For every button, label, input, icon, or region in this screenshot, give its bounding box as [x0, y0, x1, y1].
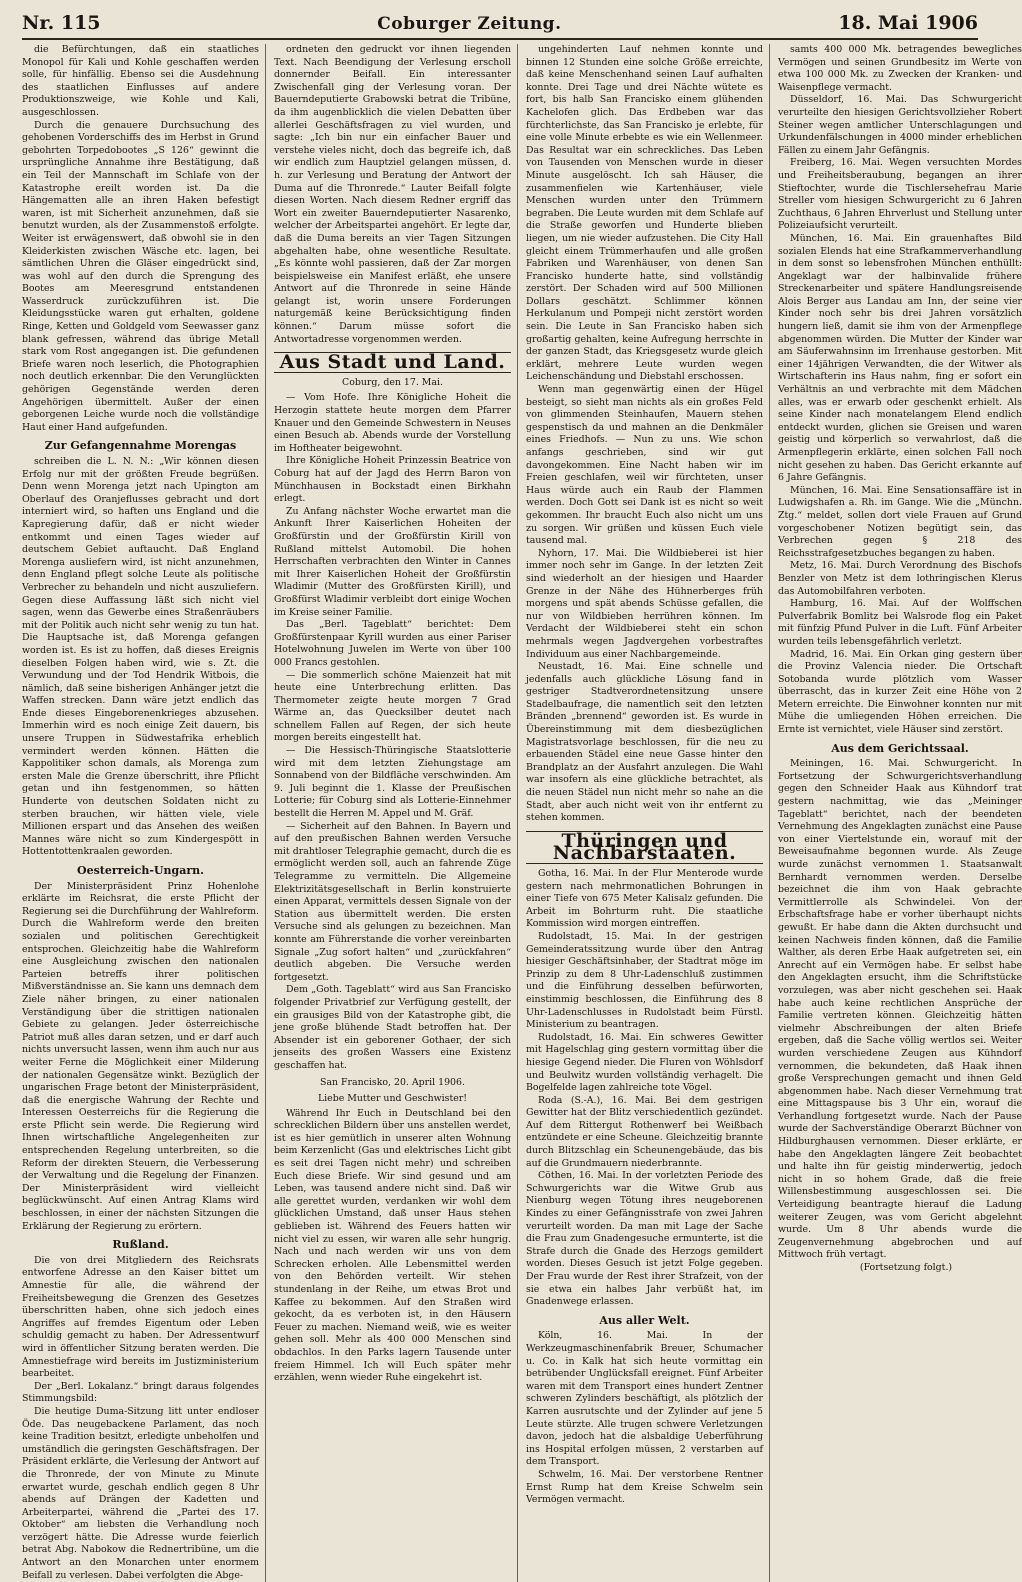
- article-paragraph: Der Ministerpräsident Prinz Hohenlohe erklärte im Reichsrat, die erste Pflicht der Regierung sei die Durchführung der Wahlreform. Durch die Wahlreform werde den breiten sozialen und politischen Gerechtigkeit entsprochen. Gleichzeitig habe die Wahlreform eine Ausgleichung zwischen den nationalen Parteien betreffs ihrer politischen Mißverständnisse an. Sie kann uns demnach dem Ziele näher bringen, zu einer nationalen Verständigung über die strittigen nationalen Gebiete zu gelangen. Jeder österreichische Patriot muß alles daran setzen, und er darf auch nichts unversucht lassen, wenn ihm auch nur aus weiter Ferne die Möglichkeit einer Milderung der nationalen Gegensätze winkt. Bezüglich der ungarischen Frage betont der Ministerpräsident, daß die energische Wahrung der Rechte und Interessen Oesterreichs für die Regierung die erste Pflicht sein werde. Die Regierung wird Ihnen wirtschaftliche Angelegenheiten zur entsprechenden Regelung unterbreiten, so die Reform der direkten Steuern, die Verbesserung der Verwaltung und die Regelung der Finanzen. Der Ministerpräsident wird vielleicht beglückwünscht. Auf einen Antrag Klams wird beschlossen, in einer der nächsten Sitzungen die Erklärung der Regierung zu erörtern.: [22, 880, 259, 1232]
- article-paragraph: Schwelm, 16. Mai. Der verstorbene Rentner Ernst Rump hat dem Kreise Schwelm sein Vermögen vermacht.: [526, 1468, 763, 1506]
- article-paragraph: Während Ihr Euch in Deutschland bei den schrecklichen Bildern über uns anstellen werdet, ist es hier gemütlich in unserer alten Wohnung beim Kerzenlicht (Gas und elektrisches Licht gibt es seit drei Tagen nicht mehr) und schreiben Euch diese Briefe. Wir sind gesund und am Leben, was tausend andere nicht sind. Daß wir alle gerettet wurden, verdanken wir wohl dem glücklichen Umstand, daß unser Haus stehen geblieben ist. Während des Feuers hatten wir nicht viel zu essen, wir waren alle sehr hungrig. Nach und nach werden wir uns von dem Schrecken erholen. Alle Lebensmittel werden von den Behörden verteilt. Wir stehen stundenlang in der Reihe, um etwas Brot und Kaffee zu bekommen. Auf den Straßen wird gekocht, da es verboten ist, in den Häusern Feuer zu machen. Niemand weiß, wie es weiter gehen soll. Mehr als 400 000 Menschen sind obdachlos. In den Parks lagern Tausende unter freiem Himmel. Ich will Euch später mehr erzählen, wenn wieder Ruhe eingekehrt ist.: [274, 1107, 511, 1384]
- article-paragraph: Meiningen, 16. Mai. Schwurgericht. In Fortsetzung der Schwurgerichtsverhandlung gegen den Schneider Haak aus Kühndorf trat gestern nachmittag, wie das „Meininger Tageblatt“ berichtet, nach der beendeten Vernehmung des Angeklagten zunächst eine Pause von einer Viertelstunde ein, worauf mit der Beweisaufnahme begonnen wurde. Als Zeuge wurde zunächst vernommen 1. Staatsanwalt Bernhardt vernommen werden. Derselbe bezeichnet die ihm von Haak gebrachte Vermittlerrolle als Schwindelei. Von der Erbschaftsfrage habe er vorher überhaupt nichts gewußt. Er habe dann die Akten durchsucht und keinen Nachweis finden können, daß die Familie Walther, als deren Erbe Haak aufgetreten sei, ein Anrecht auf ein Vermögen habe. Er selbst habe den Angeklagten ersucht, ihm die Schriftstücke vorzulegen, was aber nicht geschehen sei. Haak habe auch keine rechtlichen Ansprüche der Familie vertreten können. Gleichzeitig hätten vielmehr Abschreibungen der alten Briefe ergeben, daß die Sache völlig wertlos sei. Weiter wurden verschiedene Zeugen aus Kühndorf vernommen, die bekundeten, daß Haak ihnen große Versprechungen gemacht und ihnen Geld abgenommen habe. Nach dieser Vernehmung trat eine Mittagspause bis 3 Uhr ein, worauf die Verhandlung fortgesetzt wurde. Nach der Pause wurde der Sachverständige Oberarzt Büchner von Hildburghausen vernommen. Dieser erklärte, er habe den Angeklagten längere Zeit beobachtet und halte ihn für geistig minderwertig, jedoch nicht in so hohem Grade, daß die freie Willensbestimmung ausgeschlossen sei. Die Verteidigung beantragte hierauf die Ladung weiterer Zeugen, was vom Gericht abgelehnt wurde. Um 8 Uhr abends wurde die Zeugenvernehmung abgebrochen und auf Mittwoch früh vertagt.: [778, 758, 1022, 1261]
- article-paragraph: Ihre Königliche Hoheit Prinzessin Beatrice von Coburg hat auf der Jagd des Herrn Baron von Münchhausen in Bockstadt einen Birkhahn erlegt.: [274, 455, 511, 505]
- newspaper-title: Coburger Zeitung.: [377, 14, 562, 34]
- article-paragraph: Die von drei Mitgliedern des Reichsrats entworfene Adresse an den Kaiser bittet um Amnestie für alle, die während der Freiheitsbewegung die Grenzen des Gesetzes überschritten haben, ohne sich jedoch eines Angriffes auf fremdes Eigentum oder Leben schuldig gemacht zu haben. Der Adressentwurf wird in öffentlicher Sitzung beraten werden. Die Amnestiefrage wird bereits im Justizministerium bearbeitet.: [22, 1254, 259, 1380]
- column-4: [778, 44, 1022, 1582]
- article-paragraph: Metz, 16. Mai. Durch Verordnung des Bischofs Benzler von Metz ist dem lothringischen Klerus das Automobilfahren verboten.: [778, 560, 1022, 597]
- letter-salutation: Liebe Mutter und Geschwister!: [317, 1093, 468, 1105]
- article-paragraph: Hamburg, 16. Mai. Auf der Wolffschen Pulverfabrik Bomlitz bei Walsrode flog ein Paket mit fünfzig Pfund Pulver in die Luft. Fünf Arbeiter wurden teils lebensgefährlich verletzt.: [778, 598, 1022, 647]
- letter-dateline: San Francisko, 20. April 1906.: [320, 1076, 465, 1088]
- article-paragraph: samts 400 000 Mk. betragendes bewegliches Vermögen und seinen Grundbesitz im Werte von etwa 100 000 Mk. zu Zwecken der Kranken- und Waisenpflege vermacht.: [778, 44, 1022, 93]
- article-paragraph: Zu Anfang nächster Woche erwartet man die Ankunft Ihrer Kaiserlichen Hoheiten der Großfürstin und der Großfürstin Kirill von Rußland mittelst Automobil. Die hohen Herrschaften verbrachten den Winter in Cannes mit Ihrer Kaiserlichen Hoheit der Großfürstin Wladimir (Mutter des Großfürsten Kirill), und Großfürst Wladimir verbleibt dort einige Wochen im Kreise seiner Familie.: [274, 505, 511, 618]
- text-columns: [22, 44, 1022, 1581]
- section-heading: Aus dem Gerichtssaal.: [831, 741, 969, 755]
- masthead-rule: [22, 38, 978, 40]
- article-paragraph: Wenn man gegenwärtig einen der Hügel besteigt, so sieht man nichts als ein großes Feld von glimmenden Steinhaufen, Mauern stehen gespenstisch da und mahnen an die Denkmäler eines Friedhofs. — Nun zu uns. Wie schon anfangs geschrieben, sind wir gut davongekommen. Eine Nacht haben wir im Freien geschlafen, weil wir fürchteten, unser Haus würde auch ein Raub der Flammen werden. Doch Gott sei Dank ist es nicht so weit gekommen. Ihr braucht Euch also nicht um uns zu sorgen. Wir grüßen und küssen Euch viele tausend mal.: [526, 384, 763, 547]
- column-3: [526, 44, 770, 1582]
- section-heading: Zur Gefangennahme Morengas: [44, 439, 237, 453]
- article-paragraph: Dem „Goth. Tageblatt“ wird aus San Francisko folgender Privatbrief zur Verfügung gestellt, der ein grausiges Bild von der Katastrophe gibt, die jene große blühende Stadt betroffen hat. Der Absender ist ein geborener Gothaer, der sich jenseits des großen Wassers eine Existenz geschaffen hat.: [274, 984, 511, 1071]
- article-paragraph: Roda (S.-A.), 16. Mai. Bei dem gestrigen Gewitter hat der Blitz verschiedentlich gezündet. Auf dem Rittergut Rothenwerf bei Weißbach entzündete er eine Scheune. Gleichzeitig brannte durch Blitzschlag ein Scheunengebäude, das bis auf die Grundmauern niederbrannte.: [526, 1094, 763, 1169]
- section-heading: Rußland.: [112, 1238, 169, 1252]
- masthead: [22, 12, 978, 34]
- article-paragraph: Nyhorn, 17. Mai. Die Wildbieberei ist hier immer noch sehr im Gange. In der letzten Zeit sind wiederholt an der hiesigen und Haarder Grenze in der Nähe des Hühnerberges früh morgens und spät abends Schüsse gefallen, die nur von Wildbieben herrühren können. Im Verdacht der Wildbieberei steht ein schon mehrmals wegen Jagdvergehen vorbestraftes Individuum aus einer Nachbargemeinde.: [526, 547, 763, 660]
- article-paragraph: Die heutige Duma-Sitzung litt unter endloser Öde. Das neugebackene Parlament, das noch keine Tradition besitzt, erledigte unbeholfen und umständlich die geringsten Geschäftsfragen. Der Präsident erklärte, die Verlesung der Antwort auf die Thronrede, der von Minute zu Minute erwartet wurde, geschah endlich gegen 8 Uhr abends auf Drängen der Kadetten und Arbeiterpartei, während die „Partei des 17. Oktober“ am liebsten die Verhandlung noch verzögert hätte. Die Adresse wurde feierlich betrat Abg. Nabokow die Rednertribüne, um die Antwort an den Monarchen unter enormem Beifall zu verlesen. Dabei verfolgten die Abge-: [22, 1405, 259, 1581]
- article-paragraph: München, 16. Mai. Eine Sensationsaffäre ist in Ludwigshafen a. Rh. im Gange. Wie die „Münchn. Ztg.“ meldet, sollen dort viele Frauen auf Grund vorgeschobener Notizen begütigt sein, das Verbrechen gegen § 218 des Reichsstrafgesetzbuches begangen zu haben.: [778, 484, 1022, 559]
- column-1: [22, 44, 266, 1582]
- column-2: [274, 44, 518, 1582]
- article-paragraph: Köln, 16. Mai. In der Werkzeugmaschinenfabrik Breuer, Schumacher u. Co. in Kalk hat sich heute vormittag ein betrübender Unglücksfall ereignet. Fünf Arbeiter waren mit dem Transport eines hundert Zentner schweren Zylinders beschäftigt, als plötzlich der Karren ausrutschte und der Zylinder auf jene 5 Leute stürzte. Alle trugen schwere Verletzungen davon, jedoch hat die alsbaldige Ueberführung ins Hospital erfolgen müssen, 2 verstarben auf dem Transport.: [526, 1330, 763, 1468]
- article-paragraph: die Befürchtungen, daß ein staatliches Monopol für Kali und Kohle geschaffen werden solle, für hinfällig. Ebenso sei die Ausdehnung des staatlichen Einflusses auf andere Produktionszweige, wie Kohle und Kali, ausgeschlossen.: [22, 44, 259, 118]
- issue-number: Nr. 115: [22, 12, 101, 34]
- article-paragraph: Cöthen, 16. Mai. In der vorletzten Periode des Schwurgerichts war die Witwe Grub aus Nienburg wegen Tötung ihres neugeborenen Kindes zu einer Gefängnisstrafe von zwei Jahren verurteilt worden. Da man mit Lage der Sache die Frau zum Gnadengesuche ermunterte, ist die Strafe durch die Gnade des Herzogs gemildert worden. Dieses Gesuch ist jetzt Folge gegeben. Der Frau wurde der Rest ihrer Strafzeit, von der sie etwa ein halbes Jahr verbüßt hat, im Gnadenwege erlassen.: [526, 1170, 763, 1308]
- continuation-note: (Fortsetzung folgt.): [859, 1262, 953, 1273]
- article-paragraph: Rudolstadt, 16. Mai. Ein schweres Gewitter mit Hagelschlag ging gestern vormittag über die hiesige Gegend nieder. Die Fluren von Wöhlsdorf und Beulwitz wurden vollständig verhagelt. Die Bogelfelde lagen zahlreiche tote Vögel.: [526, 1031, 763, 1094]
- article-paragraph: — Die sommerlich schöne Maienzeit hat mit heute eine Unterbrechung erlitten. Das Thermometer zeigte heute morgen 7 Grad Wärme an, das Quecksilber deutet nach schnellem Fallen auf Regen, der sich heute morgen bereits eingestellt hat.: [274, 669, 511, 744]
- article-paragraph: Der „Berl. Lokalanz.“ bringt daraus folgendes Stimmungsbild:: [22, 1380, 259, 1405]
- article-paragraph: ordneten den gedruckt vor ihnen liegenden Text. Nach Beendigung der Verlesung erscholl donnernder Beifall. Ein interessanter Zwischenfall ging der Verlesung voran. Der Bauerndeputierte Grabowski betrat die Tribüne, da ihm augenblicklich die vielen Debatten über allerlei Geschäftsfragen zu viel wurden, und sagte: „Ich bin nur ein einfacher Bauer und verstehe vieles nicht, doch das begreife ich, daß wir endlich zum Hauptziel gelangen müssen, d. h. zur Verlesung und Beratung der Antwort der Duma auf die Thronrede.“ Lauter Beifall folgte diesen Worten. Nach diesem Redner ergriff das Wort ein zweiter Bauerndeputierter Nasarenko, welcher der Arbeitspartei angehört. Er legte dar, daß die Duma bereits an vier Tagen Sitzungen abgehalten habe, ohne wesentliche Resultate. „Es könnte wohl passieren, daß der Zar morgen beispielsweise ein Manifest erläßt, ehe unsere Antwort auf die Thronrede in seine Hände gelangt ist, worin unsere Forderungen naturgemäß keine Berücksichtigung finden können.“ Darum müsse sofort die Antwortadresse vorgenommen werden.: [274, 44, 511, 345]
- article-paragraph: Freiberg, 16. Mai. Wegen versuchten Mordes und Freiheitsberaubung, begangen an ihrer Stieftochter, wurde die Tischlersehefrau Marie Streller vom hiesigen Schwurgericht zu 6 Jahren Zuchthaus, 6 Jahren Ehrverlust und Stellung unter Polizeiaufsicht verurteilt.: [778, 157, 1022, 232]
- section-heading: Oesterreich-Ungarn.: [77, 864, 204, 877]
- article-paragraph: München, 16. Mai. Ein grauenhaftes Bild sozialen Elends hat eine Strafkammerverhandlung in dem sonst so lebensfrohen München enthüllt: Angeklagt war der halbinvalide frühere Streckenarbeiter und spätere Handlungsreisende Alois Berger aus Landau am Inn, der seine vier Kinder noch sehr bis drei Jahren vorsätzlich hungern ließ, damit sie ihm von der Armenpflege abgenommen würden. Die Mutter der Kinder war am Säuferwahnsinn im Irrenhause gestorben. Mit einer 14jährigen Verwandten, die der Witwer als Wirtschafterin ins Haus nahm, fing er sofort ein Verhältnis an und verbrachte mit dem Mädchen alles, was er erwarb oder geschenkt erhielt. Als seine Kinder nach monatelangem Elend endlich entdeckt wurden, glichen sie Greisen und waren geistig und körperlich so verwahrlost, daß die Armenpflegerin erklärte, einen solchen Fall noch nicht gesehen zu haben. Das Gericht erkannte auf 6 Jahre Gefängnis.: [778, 232, 1022, 484]
- article-paragraph: Gotha, 16. Mai. In der Flur Menterode wurde gestern nach mehrmonatlichen Bohrungen in einer Tiefe von 675 Meter Kalisalz gefunden. Die Arbeit im Bohrturm ruht. Die staatliche Kommission wird morgen eintreffen.: [526, 868, 763, 930]
- article-paragraph: — Sicherheit auf den Bahnen. In Bayern und auf den preußischen Bahnen werden Versuche mit drahtloser Telegraphie gemacht, durch die es ermöglicht werden soll, auch an fahrende Züge Telegramme zu vermitteln. Die Allgemeine Elektrizitätsgesellschaft in Berlin konstruierte einen Apparat, vermittels dessen Signale von der Station aus übermittelt werden. Die ersten Versuche sind als gelungen zu bezeichnen. Man konnte am Führerstande die vorher vereinbarten Signale „Zug sofort halten“ und „zurückfahren“ deutlich abgeben. Die Versuche werden fortgesetzt.: [274, 820, 511, 983]
- section-title: Aus Stadt und Land.: [274, 352, 511, 373]
- article-paragraph: Rudolstadt, 15. Mai. In der gestrigen Gemeinderatssitzung wurde über den Antrag hiesiger Geschäftsinhaber, der Stadtrat möge im Prinzip zu dem 8 Uhr-Ladenschluß zustimmen und die Einführung desselben befürworten, einstimmig beschlossen, die Einführung des 8 Uhr-Ladenschlusses in Rudolstadt beim Fürstl. Ministerium zu beantragen.: [526, 930, 763, 1031]
- article-paragraph: — Vom Hofe. Ihre Königliche Hoheit die Herzogin stattete heute morgen dem Pfarrer Knauer und den Gemeinde Schwestern in Neuses einen Besuch ab. Abends wurde der Vorstellung im Hoftheater beigewohnt.: [274, 392, 511, 454]
- article-paragraph: Madrid, 16. Mai. Ein Orkan ging gestern über die Provinz Valencia nieder. Die Ortschaft Sotobanda wurde plötzlich vom Wasser überrascht, das in kurzer Zeit eine Höhe von 2 Metern erreichte. Die Einwohner konnten nur mit Mühe die umliegenden Höhen erreichen. Die Ernte ist vernichtet, viele Häuser sind zerstört.: [778, 648, 1022, 736]
- dateline: Coburg, den 17. Mai.: [342, 376, 443, 388]
- article-paragraph: Durch die genauere Durchsuchung des gehobenen Vorderschiffs des im Herbst in Grund gebohrten Torpedobootes „S 126“ gewinnt die ursprüngliche Annahme ihre Bestätigung, daß ein Teil der Mannschaft im Schlafe von der Katastrophe ereilt worden ist. Da die Hängematten alle an ihren Haken befestigt waren, ist mit Sicherheit anzunehmen, daß sie benutzt wurden, als der Zusammenstoß erfolgte. Weiter ist erwägenswert, daß obwohl sie in den Kleiderkisten zwischen Wäsche etc. lagen, bei sämtlichen Uhren die Gläser eingedrückt sind, was wohl auf den durch die Sprengung des Bootes am Meeresgrund entstandenen Wasserdruck zurückzuführen ist. Die Kleidungsstücke waren gut erhalten, goldene Ringe, Ketten und Goldgeld vom Seewasser ganz blank gefressen, während das übrige Metall stark vom Rost angegangen ist. Die gefundenen Briefe waren noch leserlich, die Photographien noch deutlich erkennbar. Die den Verunglückten gehörigen Gegenstände werden deren Angehörigen übermittelt. Außer der einen geborgenen Leiche wurde noch die vollständige Haut einer Hand aufgefunden.: [22, 119, 259, 433]
- article-paragraph: schreiben die L. N. N.: „Wir können diesen Erfolg nur mit der größten Freude begrüßen. Denn wenn Morenga jetzt nach Upington am Oberlauf des Oranjeflusses gebracht und dort interniert wird, so haften uns England und die Kapregierung dafür, daß er nicht wieder entkommt und einen Tages wieder auf deutschem Gebiet auftaucht. Daß England Morenga ausliefern wird, ist nicht anzunehmen, denn England pflegt solche Leute als politische Verbrecher zu behandeln und nicht auszuliefern. Gegen diese Auffassung läßt sich nicht viel sagen, wenn das Gewerbe eines Straßenräubers mit der Politik auch nicht sehr wenig zu tun hat. Die Hauptsache ist, daß Morenga gefangen worden ist. Es ist zu hoffen, daß dieses Ereignis dieselben Folgen haben wird, wie s. Zt. die Verwundung und der Tod Hendrik Witbois, die nämlich, daß seine bisherigen Anhänger jetzt die Waffen strecken. Dann wäre jetzt endlich das Ende dieses Eingeborenenkrieges abzusehen. Immerhin wird es noch einige Zeit dauern, bis unsere Truppen in Südwestafrika erheblich vermindert werden können. Hätten die Kappolitiker schon damals, als Morenga zum ersten Male die Grenze überschritt, ihre Pflicht getan und ihn festgenommen, so hätten Hunderte von deutschen Soldaten nicht zu sterben brauchen, wir hätten viele, viele Millionen erspart und das Ansehen des weißen Mannes wäre nicht so zum Kindergespött in Hottentottenkraalen geworden.: [22, 456, 259, 858]
- issue-date: 18. Mai 1906: [838, 12, 978, 34]
- section-heading: Aus aller Welt.: [599, 1313, 690, 1327]
- article-paragraph: Neustadt, 16. Mai. Eine schnelle und jedenfalls auch glückliche Lösung fand in gestriger Stadtverordnetensitzung unsere Stadelbaufrage, die namentlich seit den letzten Bränden „brennend“ geworden ist. Es wurde in Übereinstimmung mit dem diesbezüglichen Magistratsvorlage beschlossen, für die neu zu erbauenden Städel eine neue Gasse hinter den Brandplatz an der Ausfahrt anzulegen. Die Wahl war insofern als eine glückliche betrachtet, als die neuen Städel nun nicht mehr so nahe an die Stadt, aber auch nicht weit von ihr entfernt zu stehen kommen.: [526, 661, 763, 824]
- article-paragraph: Das „Berl. Tageblatt“ berichtet: Dem Großfürstenpaar Kyrill wurden aus einer Pariser Hotelwohnung Juwelen im Werte von über 100 000 Francs gestohlen.: [274, 619, 511, 668]
- article-paragraph: ungehinderten Lauf nehmen konnte und binnen 12 Stunden eine solche Größe erreichte, daß keine Menschenhand seinen Lauf aufhalten konnte. Drei Tage und drei Nächte wütete es fort, bis halb San Francisko einem glühenden Kachelofen glich. Das Erdbeben war das fürchterlichste, das San Francisko je erlebte, für eine volle Minute erbebte es wie ein Wellenmeer. Das Resultat war ein schreckliches. Das Leben von Tausenden von Menschen wurde in dieser Minute ausgelöscht. Ich sah Häuser, die zusammenfielen wie Kartenhäuser, viele Menschen wurden unter den Trümmern begraben. Die Leute wurden mit dem Schlafe auf die Straße geworfen und Hunderte blieben liegen, um nie wieder aufzustehen. Die City Hall gleicht einem Trümmerhaufen und alle großen Fabriken und Warenhäuser, von denen San Francisko hunderte hatte, sind vollständig zerstört. Der Schaden wird auf 500 Millionen Dollars geschätzt. Schlimmer können Herkulanum und Pompeji nicht zerstört worden sein. Die Leute in San Francisko haben sich großartig gehalten, keine Aufregung herrschte in der ganzen Stadt, das Kriegsgesetz wurde gleich erklärt, mehrere Leute wurden wegen Leichenschändung und Diebstahl erschossen.: [526, 44, 763, 383]
- article-paragraph: — Die Hessisch-Thüringische Staatslotterie wird mit dem letzten Ziehungstage am Sonnabend von der Bildfläche verschwinden. Am 9. Juli beginnt die 1. Klasse der Preußischen Lotterie; für Coburg sind als Lotterie-Einnehmer bestellt die Herren M. Appel und M. Gräf.: [274, 745, 511, 820]
- article-paragraph: Düsseldorf, 16. Mai. Das Schwurgericht verurteilte den hiesigen Gerichtsvollzieher Robert Steiner wegen amtlicher Unterschlagungen und Urkundenfälschungen in 4000 minder erheblichen Fällen zu einem Jahr Gefängnis.: [778, 94, 1022, 156]
- section-title: Thüringen und Nachbarstaaten.: [526, 831, 763, 864]
